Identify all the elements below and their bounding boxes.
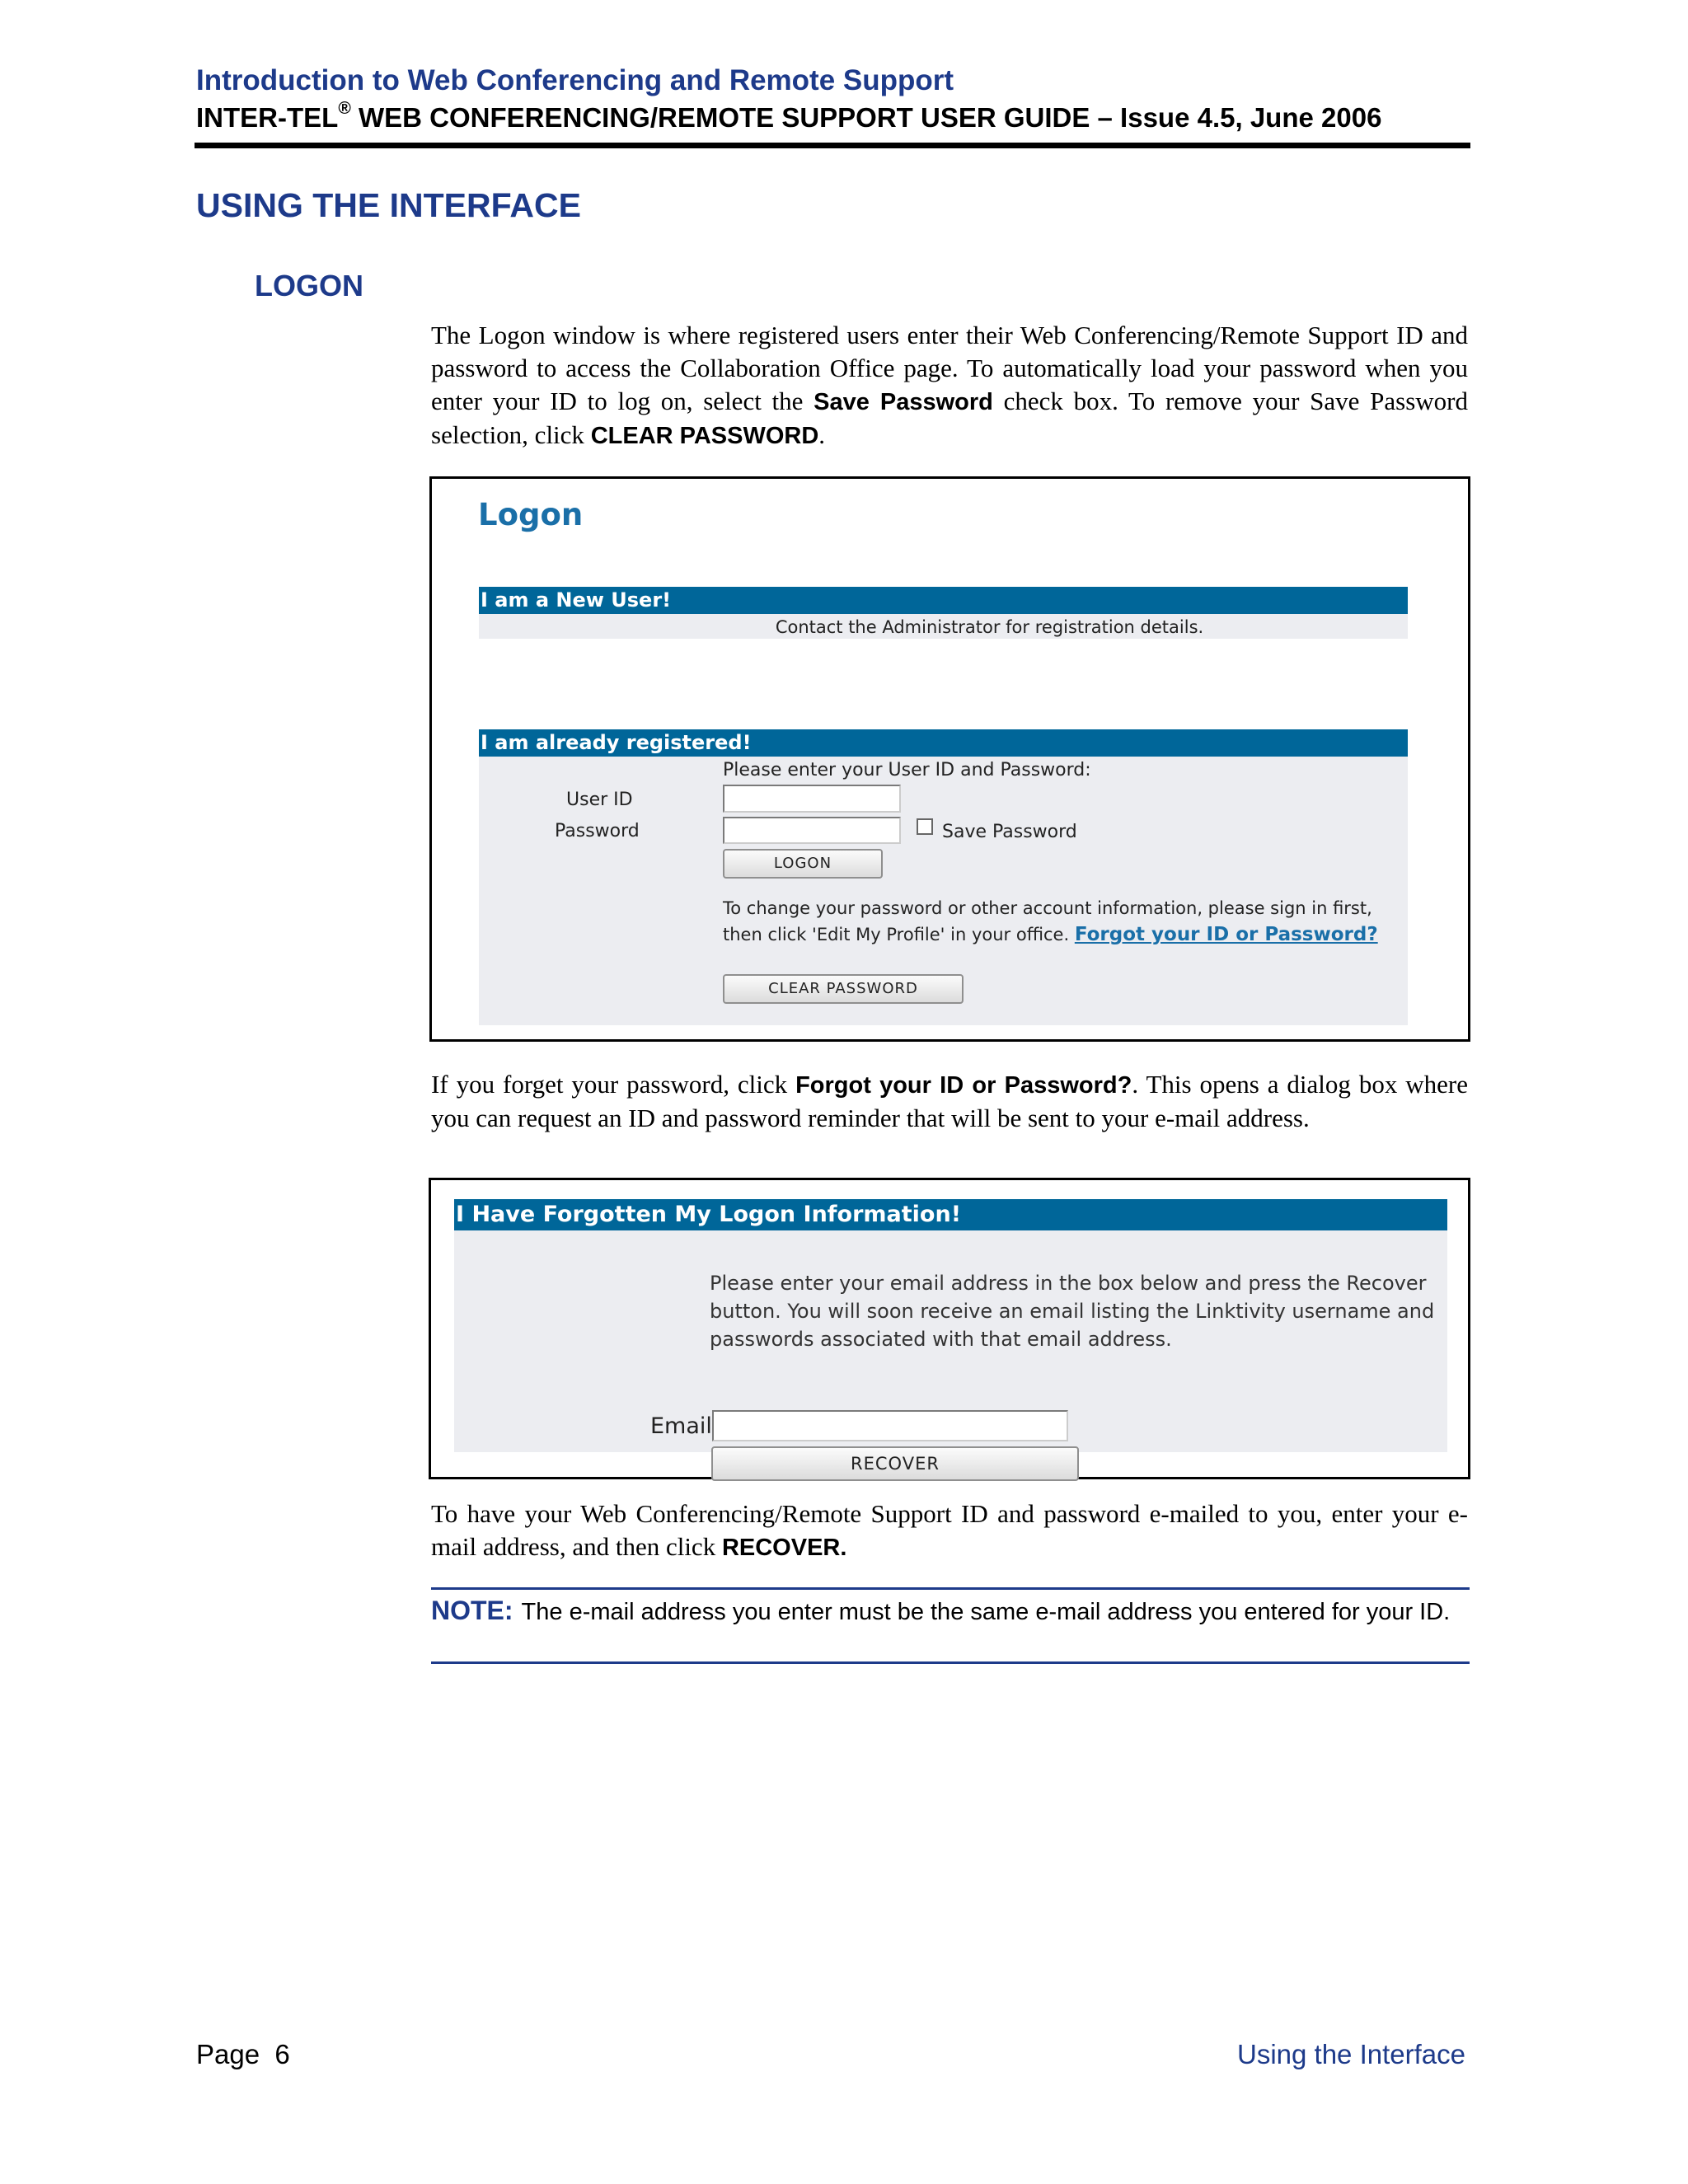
running-header-guide-title: [196, 99, 1382, 134]
text-run: If you forget your password, click: [431, 1070, 796, 1099]
recover-paragraph: [431, 1497, 1468, 1564]
header-rule: [195, 143, 1470, 148]
guide-title-prefix: INTER-TEL: [196, 102, 339, 133]
user-id-label: User ID: [566, 790, 633, 810]
logon-title: Logon: [478, 497, 584, 532]
text-run: The Logon window is where registered users enter their Web Conferencing/Remote Support ID and password to access the Collaboration Office page. To automatically load your password when you enter your ID to log on, select the: [431, 321, 1468, 415]
note-text: The e-mail address you enter must be the same e-mail address you entered for your ID.: [521, 1599, 1451, 1625]
footer-section: Using the Interface: [1237, 2039, 1465, 2069]
logon-intro-paragraph: [431, 319, 1468, 452]
user-id-input[interactable]: [723, 785, 901, 813]
clear-password-button[interactable]: CLEAR PASSWORD: [723, 974, 964, 1004]
text-run: check box. To remove your Save Password selection, click: [431, 387, 1468, 449]
change-account-text-2: [723, 924, 1378, 945]
new-user-text: Contact the Administrator for registration details.: [775, 617, 1204, 637]
registered-bar: I am already registered!: [479, 729, 1408, 757]
change-account-text-1: To change your password or other account information, please sign in first,: [723, 898, 1372, 918]
forgot-logon-screenshot: [429, 1178, 1470, 1479]
save-password-checkbox[interactable]: [917, 818, 933, 835]
logon-screenshot: [429, 476, 1470, 1042]
running-header-section: Introduction to Web Conferencing and Remote Support: [196, 64, 954, 96]
text-run: . This opens a dialog box where you can request an ID and password reminder that will be sent to your e-mail address.: [431, 1070, 1468, 1132]
guide-title-suffix: WEB CONFERENCING/REMOTE SUPPORT USER GUIDE – Issue 4.5, June 2006: [350, 102, 1382, 133]
note-top-rule: [431, 1587, 1470, 1590]
forgot-password-paragraph: [431, 1068, 1468, 1135]
forgot-instructions: Please enter your email address in the box below and press the Recover button. You will soon receive an email listing the Linktivity username and passwords associated with that email address.: [710, 1272, 1435, 1351]
password-label: Password: [555, 821, 640, 841]
bold-run: Forgot your ID or Password?: [795, 1072, 1132, 1099]
bold-run: RECOVER.: [721, 1535, 847, 1561]
new-user-panel: [479, 614, 1408, 639]
change-account-text-run: then click 'Edit My Profile' in your office.: [723, 925, 1070, 944]
registered-panel: [479, 757, 1408, 1025]
new-user-bar: I am a New User!: [479, 587, 1408, 614]
email-label: Email: [650, 1413, 712, 1439]
note-label: NOTE:: [431, 1596, 513, 1625]
login-prompt: Please enter your User ID and Password:: [723, 760, 1091, 780]
logon-button[interactable]: LOGON: [723, 849, 883, 879]
recover-button[interactable]: RECOVER: [711, 1446, 1079, 1481]
forgot-id-password-link[interactable]: Forgot your ID or Password?: [1074, 924, 1378, 945]
bold-run: Save Password: [814, 389, 993, 415]
registered-mark: ®: [338, 99, 351, 118]
text-run: .: [818, 420, 826, 449]
text-run: To have your Web Conferencing/Remote Support ID and password e-mailed to you, enter your e-mail address, and then click: [431, 1499, 1468, 1561]
email-input[interactable]: [712, 1410, 1068, 1441]
bold-run: CLEAR PASSWORD: [590, 423, 819, 449]
subsection-heading: LOGON: [255, 269, 363, 302]
password-input[interactable]: [723, 817, 901, 844]
forgot-logon-bar: I Have Forgotten My Logon Information!: [454, 1199, 1447, 1230]
page-number: Page 6: [196, 2039, 290, 2069]
forgot-logon-panel: [454, 1230, 1447, 1474]
save-password-label: Save Password: [942, 822, 1077, 842]
note-bottom-rule: [431, 1661, 1470, 1664]
note-block: [431, 1594, 1468, 1629]
section-heading: USING THE INTERFACE: [196, 186, 581, 224]
